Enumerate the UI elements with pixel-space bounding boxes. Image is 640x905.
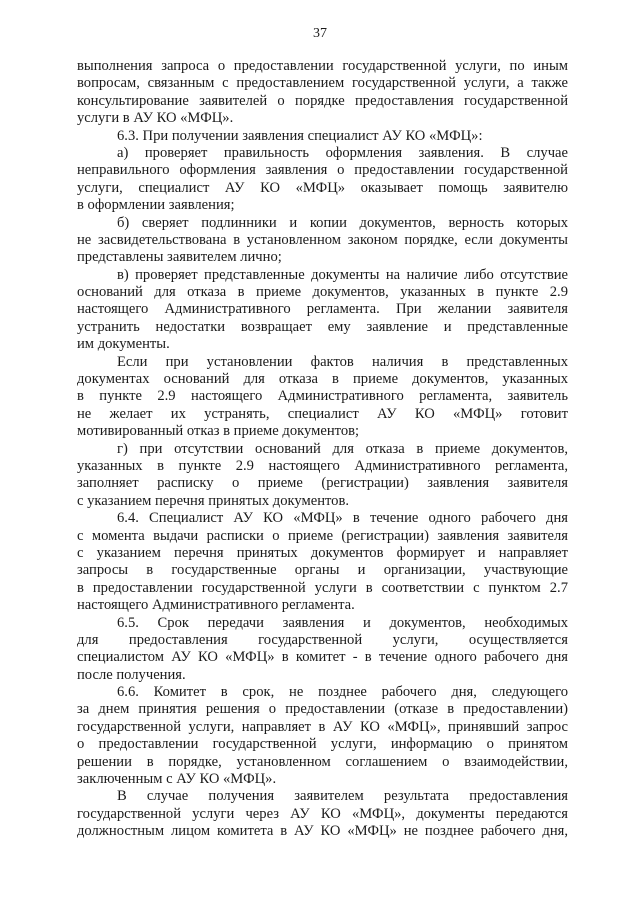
text-line: им документы. bbox=[77, 336, 170, 353]
text-line: специалистом АУ КО «МФЦ» в комитет - в течение одного рабочего дня bbox=[77, 649, 568, 666]
document-body bbox=[77, 58, 568, 841]
text-line: оснований для отказа в приеме документов, указанных в пункте 2.9 bbox=[77, 284, 568, 301]
text-line: в пункте 2.9 настоящего Административного регламента, заявитель bbox=[77, 388, 568, 405]
text-line: в) проверяет представленные документы на наличие либо отсутствие bbox=[117, 266, 568, 283]
page-number: 37 bbox=[313, 26, 327, 41]
text-line: консультирование заявителей о порядке предоставления государственной bbox=[77, 92, 568, 109]
text-line: с указанием перечня принятых документов формирует и направляет bbox=[77, 544, 568, 561]
text-line: с указанием перечня принятых документов. bbox=[77, 492, 350, 509]
text-line: Если при установлении фактов наличия в представленных bbox=[117, 353, 568, 370]
text-line: государственной услуги, направляет в АУ КО «МФЦ», принявший запрос bbox=[77, 718, 568, 735]
text-line: должностным лицом комитета в АУ КО «МФЦ» не позднее рабочего дня, bbox=[77, 823, 568, 840]
text-line: услуги в АУ КО «МФЦ». bbox=[77, 110, 234, 127]
text-line: услуги, специалист АУ КО «МФЦ» оказывает помощь заявителю bbox=[77, 179, 568, 196]
text-line: с момента выдачи расписки о приеме (регистрации) заявления заявителя bbox=[77, 527, 568, 544]
text-line: в предоставлении государственной услуги в соответствии с пунктом 2.7 bbox=[77, 579, 568, 596]
text-line: г) при отсутствии оснований для отказа в приеме документов, bbox=[117, 440, 568, 457]
text-line: указанных в пункте 2.9 настоящего Административного регламента, bbox=[77, 457, 568, 474]
text-line: в оформлении заявления; bbox=[77, 197, 235, 214]
text-line: мотивированный отказ в приеме документов; bbox=[77, 423, 360, 440]
text-line: после получения. bbox=[77, 666, 186, 683]
text-line: 6.4. Специалист АУ КО «МФЦ» в течение одного рабочего дня bbox=[117, 510, 568, 527]
text-line: а) проверяет правильность оформления заявления. В случае bbox=[117, 144, 568, 161]
text-line: 6.3. При получении заявления специалист АУ КО «МФЦ»: bbox=[117, 127, 483, 144]
text-line: не желает их устранять, специалист АУ КО «МФЦ» готовит bbox=[77, 405, 568, 422]
text-line: 6.5. Срок передачи заявления и документов, необходимых bbox=[117, 614, 568, 631]
text-line: запросы в государственные органы и организации, участвующие bbox=[77, 562, 568, 579]
text-line: заключенным с АУ КО «МФЦ». bbox=[77, 771, 277, 788]
text-line: о предоставлении государственной услуги, информацию о принятом bbox=[77, 736, 568, 753]
text-line: за днем принятия решения о предоставлении (отказе в предоставлении) bbox=[77, 701, 568, 718]
text-line: не засвидетельствована в установленном законом порядке, если документы bbox=[77, 231, 568, 248]
text-line: 6.6. Комитет в срок, не позднее рабочего дня, следующего bbox=[117, 684, 568, 701]
text-line: неправильного оформления заявления о предоставлении государственной bbox=[77, 162, 568, 179]
text-line: настоящего Административного регламента. bbox=[77, 597, 355, 614]
text-line: решении в порядке, установленном соглашением о взаимодействии, bbox=[77, 753, 568, 770]
text-line: б) сверяет подлинники и копии документов, верность которых bbox=[117, 214, 568, 231]
text-line: В случае получения заявителем результата предоставления bbox=[117, 788, 568, 805]
text-line: государственной услуги через АУ КО «МФЦ», документы передаются bbox=[77, 805, 568, 822]
text-line: вопросам, связанным с предоставлением государственной услуги, а также bbox=[77, 75, 568, 92]
text-line: для предоставления государственной услуги, осуществляется bbox=[77, 631, 568, 648]
text-line: устранить недостатки возвращает ему заявление и представленные bbox=[77, 318, 568, 335]
text-line: заполняет расписку о приеме (регистрации) заявления заявителя bbox=[77, 475, 568, 492]
text-line: настоящего Административного регламента. При желании заявителя bbox=[77, 301, 568, 318]
text-line: документах оснований для отказа в приеме документов, указанных bbox=[77, 371, 568, 388]
text-line: представлены заявителем лично; bbox=[77, 249, 282, 266]
text-line: выполнения запроса о предоставлении государственной услуги, по иным bbox=[77, 58, 568, 74]
